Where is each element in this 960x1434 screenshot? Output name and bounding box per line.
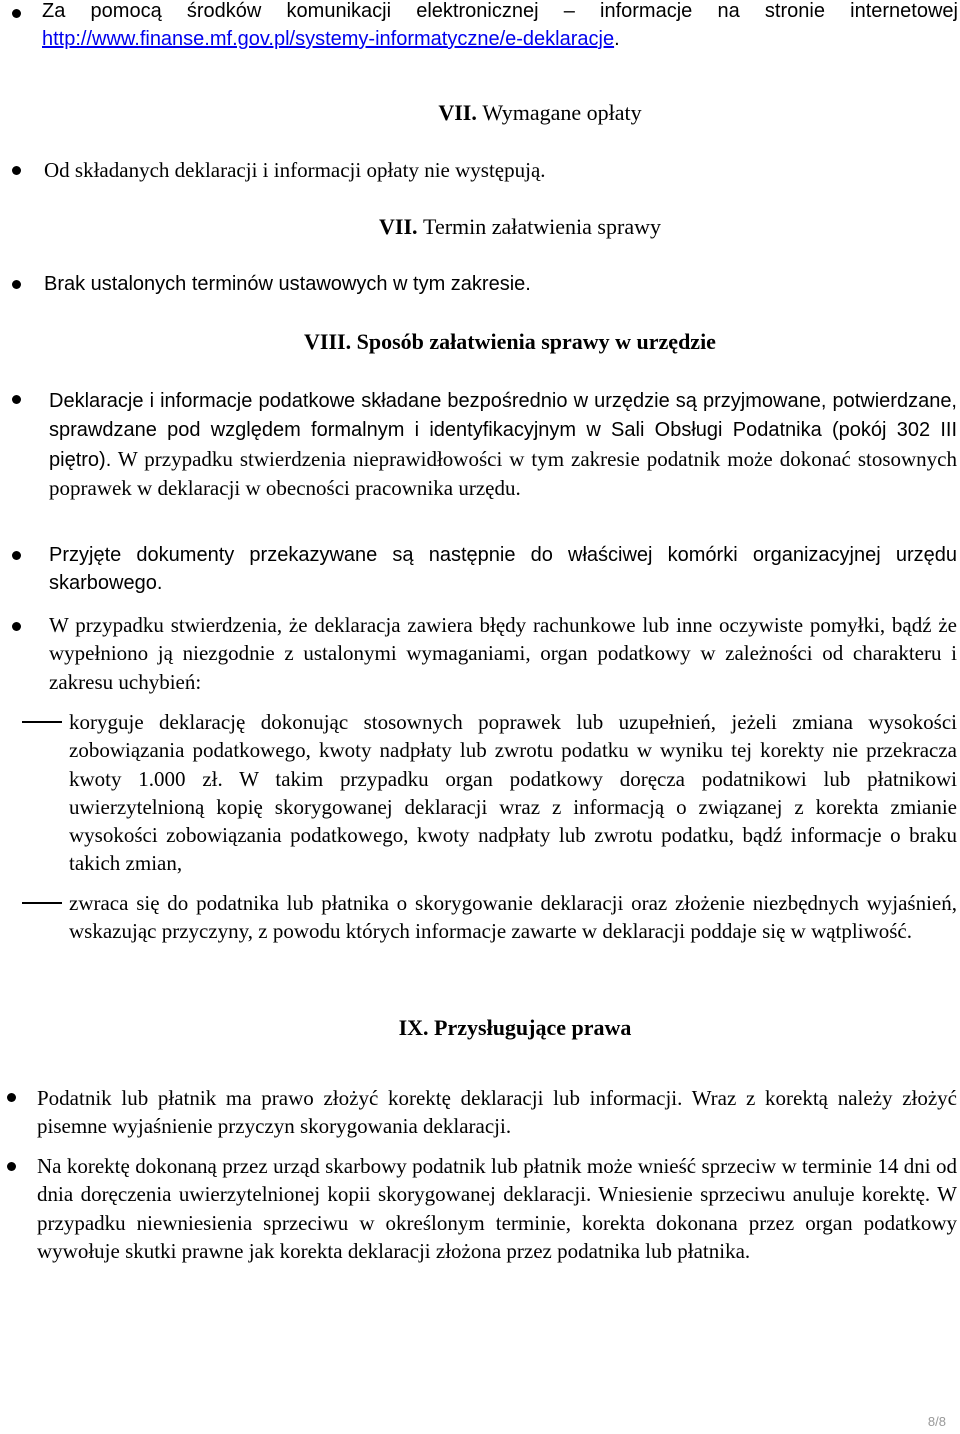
- bullet-icon: [12, 280, 21, 289]
- rights-item-1: Podatnik lub płatnik ma prawo złożyć korektę deklaracji lub informacji. Wraz z korektą należy złożyć pisemne wyjaśnienie przyczyn skorygowania deklaracji.: [37, 1086, 957, 1139]
- bullet-icon: [12, 9, 21, 18]
- heading-rights: IX. Przysługujące prawa: [398, 1015, 632, 1040]
- bullet-icon: [12, 395, 21, 404]
- page-number: 8/8: [927, 1414, 946, 1429]
- handling-item-3: W przypadku stwierdzenia, że deklaracja zawiera błędy rachunkowe lub inne oczywiste pomyłki, bądź że wypełniono ją niezgodnie z ustalonymi wymaganiami, organ podatkowy w zależności od charakteru i zakresu uchybień:: [49, 613, 957, 694]
- rights-item-2: Na korektę dokonaną przez urząd skarbowy podatnik lub płatnik może wnieść sprzeciw w terminie 14 dni od dnia doręczenia uwierzytelnionej kopii skorygowanej deklaracji. Wniesienie sprzeciwu anuluje korektę. W przypadku niewniesienia sprzeciwu w określonym terminie, korekta dokonana przez organ podatkowy wywołuje skutki prawne jak korekta deklaracji złożona przez podatnika lub płatnika.: [37, 1154, 957, 1263]
- bullet-icon: [7, 1162, 16, 1171]
- heading-handling: VIII. Sposób załatwienia sprawy w urzędzie: [304, 329, 716, 354]
- heading-fees: VII. Wymagane opłaty: [438, 100, 642, 125]
- dash-icon: [22, 721, 62, 723]
- electronic-item: [42, 0, 958, 53]
- dash-icon: [22, 902, 62, 904]
- fees-item: Od składanych deklaracji i informacji opłaty nie występują.: [44, 158, 546, 182]
- bullet-icon: [12, 166, 21, 175]
- handling-subitem-2: zwraca się do podatnika lub płatnika o skorygowanie deklaracji oraz złożenie niezbędnych wyjaśnień, wskazując przyczyny, z powodu których informacje zawarte w deklaracji poddaje się w wątpliwość.: [69, 891, 957, 944]
- heading-deadline: VII. Termin załatwienia sprawy: [379, 214, 661, 239]
- electronic-item-period: .: [614, 28, 620, 50]
- deadline-item: Brak ustalonych terminów ustawowych w tym zakresie.: [44, 273, 531, 295]
- electronic-item-text: Za pomocą środków komunikacji elektronicznej – informacje na stronie internetowej: [42, 0, 958, 22]
- handling-subitem-1: koryguje deklarację dokonując stosownych poprawek lub uzupełnień, jeżeli zmiana wysokości zobowiązania podatkowego, kwoty nadpłaty lub zwrotu podatku w wyniku tej korekty nie przekracza kwoty 1.000 zł. W takim przypadku organ podatkowy doręcza podatnikowi lub płatnikowi uwierzytelnioną kopię skorygowanej deklaracji wraz z informacją o związanej z korekta zmianie wysokości zobowiązania podatkowego, kwoty nadpłaty lub zwrotu podatku, bądź informacje o braku takich zmian,: [69, 710, 957, 876]
- handling-item-1: Deklaracje i informacje podatkowe składane bezpośrednio w urzędzie są przyjmowane, potwierdzane, sprawdzane pod względem formalnym i identyfikacyjnym w Sali Obsługi Podatnika (pokój 302 III piętro). W przypadku stwierdzenia nieprawidłowości w tym zakresie podatnik może dokonać stosownych poprawek w deklaracji w obecności pracownika urzędu.: [49, 390, 957, 500]
- bullet-icon: [12, 622, 21, 631]
- bullet-icon: [12, 551, 21, 560]
- bullet-icon: [7, 1093, 16, 1102]
- handling-item-2: Przyjęte dokumenty przekazywane są następnie do właściwej komórki organizacyjnej urzędu skarbowego.: [49, 544, 957, 595]
- e-declarations-link[interactable]: http://www.finanse.mf.gov.pl/systemy-informatyczne/e-deklaracje: [42, 28, 615, 50]
